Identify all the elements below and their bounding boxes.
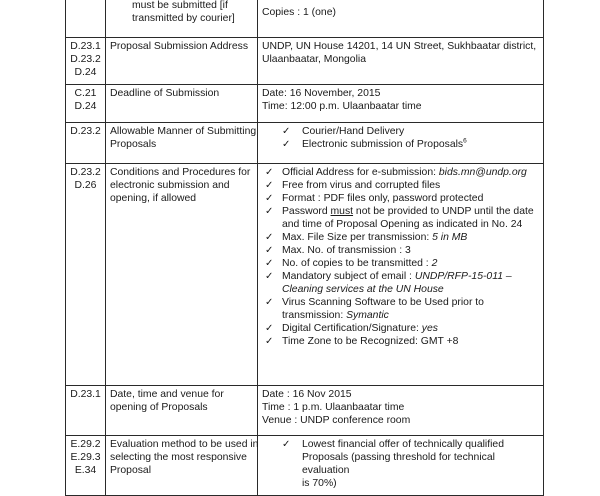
check-mark-icon: ✓ (265, 323, 274, 334)
reference-code: D.23.2 (70, 54, 101, 65)
condition-text: Time Zone to be Recognized: GMT +8 (282, 336, 459, 347)
description-cell (258, 386, 544, 436)
reference-cell (66, 164, 106, 386)
reference-code: C.21 (74, 88, 97, 99)
reference-code: E.29.2 (70, 439, 101, 450)
check-mark-icon: ✓ (265, 206, 274, 217)
reference-code: D.23.2 (70, 167, 101, 178)
reference-cell (66, 386, 106, 436)
check-mark-icon: ✓ (265, 245, 274, 256)
label-cell (106, 123, 258, 164)
check-mark-icon: ✓ (282, 139, 291, 150)
condition-text: Max. No. of transmission : 3 (282, 245, 411, 256)
description-cell (258, 0, 544, 38)
condition-password (262, 205, 539, 231)
label-line: selecting the most responsive (110, 452, 247, 463)
table-row-electronic-conditions (66, 164, 544, 386)
check-item-text: Courier/Hand Delivery (302, 126, 405, 137)
condition-text: not be provided to UNDP until the date (353, 206, 534, 217)
description-line: Time : 1 p.m. Ulaanbaatar time (262, 402, 405, 413)
description-cell (258, 123, 544, 164)
condition-text: Virus Scanning Software to be Used prior to (282, 297, 484, 308)
condition-email-subject (262, 270, 539, 296)
check-mark-icon: ✓ (265, 336, 274, 347)
reference-code: E.34 (74, 465, 97, 476)
check-mark-icon: ✓ (265, 180, 274, 191)
label-line: Allowable Manner of Submitting (110, 126, 257, 137)
footnote-marker: 6 (463, 137, 467, 145)
description-cell (258, 164, 544, 386)
condition-value: Symantic (346, 310, 389, 321)
reference-code: D.24 (74, 101, 97, 112)
condition-format (262, 192, 539, 205)
description-line: Date : 16 Nov 2015 (262, 389, 352, 400)
condition-value: yes (421, 323, 438, 334)
label-line: Date, time and venue for (110, 389, 224, 400)
description-cell (258, 85, 544, 123)
condition-text: Mandatory subject of email : (282, 271, 415, 282)
check-list (262, 125, 539, 151)
check-item-text: Lowest financial offer of technically qualified (302, 439, 504, 450)
table-row-deadline (66, 85, 544, 123)
condition-value: 5 in MB (432, 232, 468, 243)
condition-max-file-size (262, 231, 539, 244)
condition-text: and time of Proposal Opening as indicated in No. 24 (282, 219, 523, 230)
reference-cell (66, 85, 106, 123)
condition-text: Digital Certification/Signature: (282, 323, 422, 334)
condition-value: UNDP/RFP-15-011 – (414, 271, 512, 282)
condition-value: 2 (431, 258, 438, 269)
reference-code: E.29.3 (70, 452, 101, 463)
reference-code: D.26 (74, 180, 97, 191)
label-cell (106, 386, 258, 436)
description-line: Time: 12:00 p.m. Ulaanbaatar time (262, 101, 422, 112)
label-line: Deadline of Submission (110, 88, 220, 99)
label-line: must be submitted [if (132, 0, 228, 11)
description-cell (258, 38, 544, 85)
check-mark-icon: ✓ (265, 271, 274, 282)
table-row-submission-address (66, 38, 544, 85)
condition-text: Max. File Size per transmission: (282, 232, 433, 243)
condition-copies (262, 257, 539, 270)
check-mark-icon: ✓ (265, 167, 274, 178)
condition-digital-signature (262, 322, 539, 335)
label-line: opening of Proposals (110, 402, 208, 413)
description-line: UNDP, UN House 14201, 14 UN Street, Sukhbaatar district, (262, 41, 537, 52)
condition-text: Format : PDF files only, password protected (282, 193, 484, 204)
check-item-text: Electronic submission of Proposals (302, 139, 464, 150)
label-cell (106, 85, 258, 123)
check-item (262, 438, 539, 490)
description-line: Date: 16 November, 2015 (262, 88, 381, 99)
condition-time-zone (262, 335, 539, 348)
check-item-text: Proposals (passing threshold for technical evaluation (302, 452, 495, 476)
condition-text: Password (282, 206, 331, 217)
reference-cell (66, 38, 106, 85)
check-mark-icon: ✓ (282, 126, 291, 137)
label-line: Evaluation method to be used in (110, 439, 259, 450)
table-row-proposal-opening (66, 386, 544, 436)
label-line: Proposals (110, 139, 157, 150)
label-line: transmitted by courier] (132, 13, 235, 24)
check-mark-icon: ✓ (265, 297, 274, 308)
label-line: Proposal (110, 465, 152, 476)
label-line: Conditions and Procedures for (110, 167, 251, 178)
condition-text: Free from virus and corrupted files (282, 180, 441, 191)
condition-text: Official Address for e-submission: (282, 167, 439, 178)
table-row-copies (66, 0, 544, 38)
check-mark-icon: ✓ (265, 193, 274, 204)
check-item (262, 138, 539, 151)
reference-code: D.23.1 (70, 389, 101, 400)
reference-code: D.23.1 (70, 41, 101, 52)
label-line: Proposal Submission Address (110, 41, 249, 52)
label-cell (106, 0, 258, 38)
label-cell (106, 436, 258, 496)
reference-cell (66, 436, 106, 496)
check-mark-icon: ✓ (282, 439, 291, 450)
data-sheet-table (65, 0, 544, 496)
description-line: Ulaanbaatar, Mongolia (262, 54, 366, 65)
reference-code: D.24 (74, 67, 97, 78)
check-item (262, 125, 539, 138)
condition-value: Cleaning services at the UN House (282, 284, 444, 295)
label-cell (106, 38, 258, 85)
label-cell (106, 164, 258, 386)
conditions-list (262, 166, 539, 348)
condition-virus-free (262, 179, 539, 192)
condition-virus-scanner (262, 296, 539, 322)
label-line: opening, if allowed (110, 193, 197, 204)
reference-code: D.23.2 (70, 126, 101, 137)
reference-cell (66, 0, 106, 38)
description-line: Copies : 1 (one) (262, 7, 336, 18)
condition-max-transmissions (262, 244, 539, 257)
submission-email: bids.mn@undp.org (438, 167, 527, 178)
label-line: electronic submission and (110, 180, 230, 191)
evaluation-check-list (262, 438, 539, 490)
check-mark-icon: ✓ (265, 232, 274, 243)
emphasis-must: must (330, 206, 354, 217)
reference-cell (66, 123, 106, 164)
description-cell (258, 436, 544, 496)
check-item-text: is 70%) (302, 478, 337, 489)
condition-text: No. of copies to be transmitted : (282, 258, 432, 269)
check-mark-icon: ✓ (265, 258, 274, 269)
condition-official-address (262, 166, 539, 179)
description-line: Venue : UNDP conference room (262, 415, 411, 426)
table-row-evaluation-method (66, 436, 544, 496)
condition-text: transmission: (282, 310, 347, 321)
table-row-submission-manner (66, 123, 544, 164)
